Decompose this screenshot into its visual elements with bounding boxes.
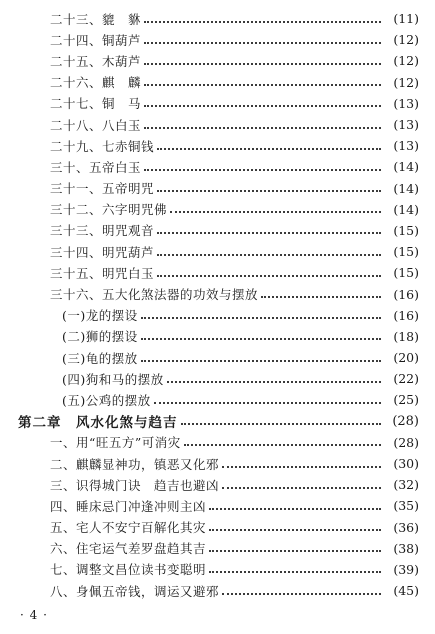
dot-leader [209,571,381,573]
toc-entry [0,517,435,538]
toc-entry [0,559,435,580]
dot-leader [209,550,381,552]
dot-leader [154,402,381,404]
toc-entry-title: 八、身佩五帝钱，调运又避邪 [50,582,222,600]
toc-entry-page: (25) [393,392,419,408]
toc-entry [0,538,435,559]
toc-entry [0,432,435,453]
toc-subentry [0,305,435,326]
dot-leader [170,211,381,213]
dot-leader [141,317,381,319]
toc-entry-title: 三十五、明咒白玉 [50,264,157,282]
toc-entry-title: 二十五、木葫芦 [50,52,144,70]
toc-entry [0,135,435,156]
toc-entry-title: 一、用“旺五方”可消灾 [50,433,184,451]
toc-entry-page: (30) [393,456,419,472]
dot-leader [222,466,381,468]
table-of-contents [0,8,435,601]
dot-leader [222,593,381,595]
toc-entry-page: (28) [393,434,419,450]
toc-entry-title: 二十四、铜葫芦 [50,31,144,49]
toc-entry-title: 二、麒麟显神功，镇恶又化邪 [50,455,222,473]
dot-leader [144,84,381,86]
dot-leader [222,487,381,489]
dot-leader [141,360,381,362]
dot-leader [157,190,381,192]
toc-entry-page: (14) [393,201,419,217]
toc-entry-title: 七、调整文昌位读书变聪明 [50,560,209,578]
toc-entry-title: 二十三、貔 貅 [50,10,144,28]
toc-entry-page: (36) [393,519,419,535]
toc-entry-page: (45) [393,583,419,599]
toc-entry [0,29,435,50]
toc-entry [0,453,435,474]
toc-entry-page: (28) [392,413,419,429]
dot-leader [144,21,381,23]
toc-entry-page: (11) [393,11,419,27]
toc-entry-title: 三十四、明咒葫芦 [50,243,157,261]
dot-leader [181,423,382,425]
toc-entry-title: (五)公鸡的摆放 [62,391,154,409]
toc-entry [0,72,435,93]
toc-entry-page: (14) [393,180,419,196]
toc-entry-title: (三)龟的摆放 [62,349,141,367]
toc-entry-page: (39) [393,561,419,577]
toc-entry [0,50,435,71]
toc-entry-title: 二十九、七赤铜钱 [50,137,157,155]
toc-entry-page: (14) [393,159,419,175]
toc-entry [0,93,435,114]
toc-entry-title: 三十六、五大化煞法器的功效与摆放 [50,285,261,303]
toc-entry-page: (12) [393,74,419,90]
dot-leader [184,444,381,446]
dot-leader [167,381,381,383]
toc-entry-page: (18) [393,328,419,344]
dot-leader [157,275,381,277]
toc-entry-page: (12) [393,53,419,69]
toc-entry-page: (13) [393,95,419,111]
toc-entry-page: (32) [393,477,419,493]
toc-entry-title: 四、睡床忌门冲逢冲则主凶 [50,497,209,515]
toc-entry-page: (16) [393,307,419,323]
toc-entry-page: (15) [393,265,419,281]
toc-entry [0,241,435,262]
dot-leader [157,148,381,150]
toc-subentry [0,347,435,368]
dot-leader [261,296,381,298]
toc-entry [0,8,435,29]
toc-entry-title: 三十三、明咒观音 [50,221,157,239]
toc-entry-page: (35) [393,498,419,514]
toc-subentry [0,326,435,347]
dot-leader [141,338,381,340]
toc-entry [0,220,435,241]
toc-subentry [0,389,435,410]
dot-leader [144,169,381,171]
toc-entry [0,283,435,304]
toc-entry [0,262,435,283]
dot-leader [144,63,381,65]
toc-entry [0,580,435,601]
page-number: · 4 · [20,608,48,622]
dot-leader [209,508,381,510]
toc-entry-title: 六、住宅运气差罗盘趋其吉 [50,539,209,557]
toc-entry-title: 三十一、五帝明咒 [50,179,157,197]
toc-entry-title: (四)狗和马的摆放 [62,370,167,388]
dot-leader [209,529,381,531]
toc-entry-page: (15) [393,222,419,238]
toc-entry-page: (13) [393,117,419,133]
toc-entry [0,178,435,199]
toc-entry-title: 五、宅人不安宁百解化其灾 [50,518,209,536]
toc-entry-page: (20) [393,350,419,366]
dot-leader [157,254,381,256]
dot-leader [144,127,381,129]
toc-entry-title: (二)狮的摆设 [62,327,141,345]
toc-entry-page: (15) [393,244,419,260]
toc-entry-page: (16) [393,286,419,302]
toc-entry [0,199,435,220]
toc-entry-title: 三十二、六字明咒佛 [50,200,170,218]
toc-entry [0,114,435,135]
dot-leader [144,42,381,44]
toc-subentry [0,368,435,389]
toc-entry-title: 二十八、八白玉 [50,116,144,134]
toc-chapter-heading [0,411,435,432]
toc-entry-page: (22) [393,371,419,387]
toc-entry-title: (一)龙的摆设 [62,306,141,324]
toc-entry [0,474,435,495]
toc-entry-title: 三、识得城门诀 趋吉也避凶 [50,476,222,494]
toc-entry [0,495,435,516]
toc-entry-page: (13) [393,138,419,154]
chapter-title: 第二章 风水化煞与趋吉 [18,411,181,431]
dot-leader [144,105,381,107]
toc-entry-title: 三十、五帝白玉 [50,158,144,176]
toc-entry-page: (38) [393,540,419,556]
toc-entry-page: (12) [393,32,419,48]
dot-leader [157,232,381,234]
toc-entry [0,156,435,177]
toc-entry-title: 二十六、麒 麟 [50,73,144,91]
toc-entry-title: 二十七、铜 马 [50,94,144,112]
